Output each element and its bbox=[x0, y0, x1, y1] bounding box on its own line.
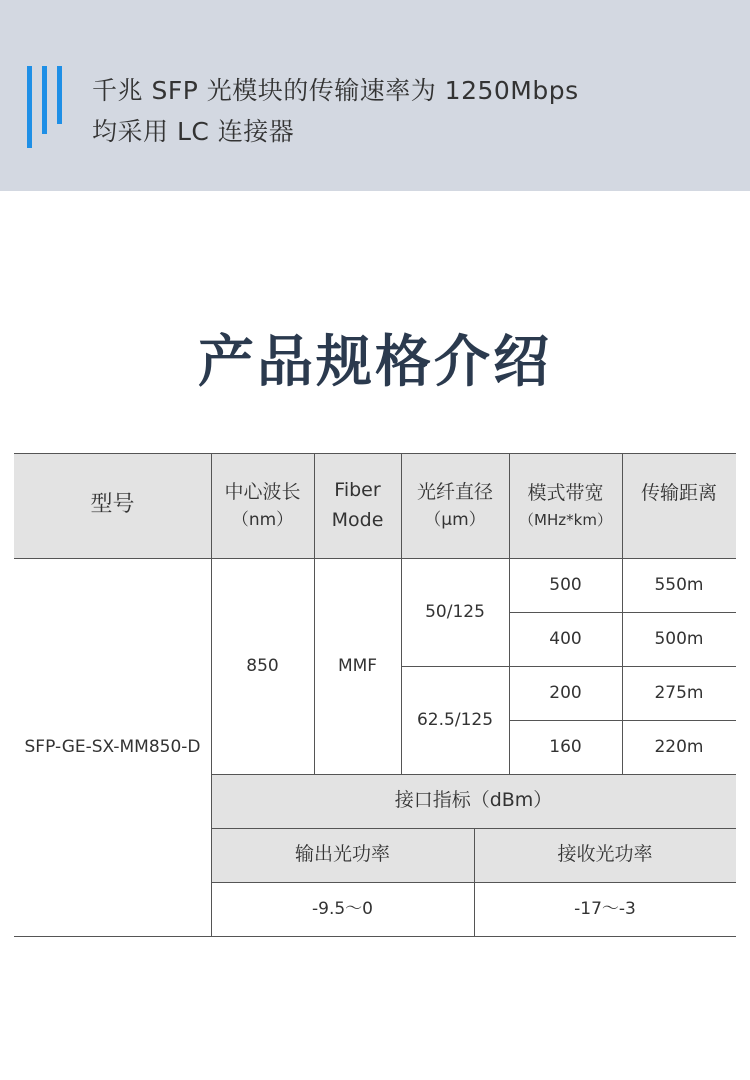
header-mode-label: Mode bbox=[331, 508, 384, 531]
bandwidth-value: 500 bbox=[549, 574, 582, 595]
bandwidth-cell bbox=[509, 720, 622, 774]
header-diameter-label: 光纤直径 bbox=[416, 480, 493, 503]
diameter-value: 62.5/125 bbox=[416, 709, 494, 730]
tx-power-header bbox=[211, 828, 474, 882]
table-border bbox=[622, 453, 623, 774]
table-border bbox=[211, 774, 736, 775]
page-title: 产品规格介绍 bbox=[198, 330, 552, 395]
table-border bbox=[14, 936, 736, 937]
table-border bbox=[211, 453, 212, 936]
header-bandwidth bbox=[509, 453, 622, 558]
bandwidth-value: 200 bbox=[549, 682, 582, 703]
fiber-mode-value: MMF bbox=[337, 655, 378, 676]
diameter-cell bbox=[401, 666, 509, 774]
distance-value: 220m bbox=[654, 736, 704, 757]
diameter-cell bbox=[401, 558, 509, 666]
distance-cell bbox=[622, 720, 736, 774]
bandwidth-cell bbox=[509, 558, 622, 612]
header-wavelength bbox=[211, 453, 314, 558]
rx-power-text: -17～-3 bbox=[574, 898, 636, 919]
table-border bbox=[314, 453, 315, 774]
tx-power-text: -9.5～0 bbox=[312, 898, 373, 919]
bandwidth-cell bbox=[509, 666, 622, 720]
table-border bbox=[14, 453, 736, 454]
header-fiber-label: Fiber bbox=[334, 479, 381, 502]
wavelength-value: 850 bbox=[246, 655, 279, 676]
wavelength-cell bbox=[211, 558, 314, 774]
header-bandwidth-unit: （MHz*km） bbox=[519, 510, 612, 529]
header-diameter-unit: （μm） bbox=[424, 510, 486, 531]
fiber-mode-cell bbox=[314, 558, 401, 774]
banner-text-line-2: 均采用 LC 连接器 bbox=[92, 117, 295, 146]
header-model-label: 型号 bbox=[90, 492, 135, 518]
header-fiber-mode bbox=[314, 453, 401, 558]
model-value: SFP-GE-SX-MM850-D bbox=[24, 736, 201, 757]
distance-value: 550m bbox=[654, 574, 704, 595]
interface-title bbox=[211, 774, 736, 828]
rx-power-label: 接收光功率 bbox=[557, 843, 653, 866]
table-border bbox=[474, 828, 475, 936]
table-border bbox=[401, 453, 402, 774]
tx-power-value bbox=[211, 882, 474, 936]
rx-power-header bbox=[474, 828, 736, 882]
header-bandwidth-label: 模式带宽 bbox=[527, 482, 604, 505]
header-wavelength-label: 中心波长 bbox=[224, 480, 301, 503]
table-border bbox=[401, 666, 736, 667]
bandwidth-cell bbox=[509, 612, 622, 666]
model-cell bbox=[14, 720, 211, 774]
header-distance bbox=[622, 453, 736, 558]
bandwidth-value: 160 bbox=[549, 736, 582, 757]
table-border bbox=[509, 453, 510, 774]
table-border bbox=[14, 558, 736, 559]
tx-power-label: 输出光功率 bbox=[294, 843, 390, 866]
distance-value: 275m bbox=[654, 682, 704, 703]
distance-cell bbox=[622, 666, 736, 720]
header-wavelength-unit: （nm） bbox=[231, 510, 294, 531]
bandwidth-value: 400 bbox=[549, 628, 582, 649]
header-distance-label: 传输距离 bbox=[640, 482, 717, 504]
distance-cell bbox=[622, 612, 736, 666]
distance-cell bbox=[622, 558, 736, 612]
banner-text-line-1: 千兆 SFP 光模块的传输速率为 1250Mbps bbox=[92, 76, 579, 105]
distance-value: 500m bbox=[654, 628, 704, 649]
diameter-value: 50/125 bbox=[425, 601, 485, 622]
interface-title-label: 接口指标（dBm） bbox=[394, 789, 553, 812]
rx-power-value bbox=[474, 882, 736, 936]
header-model bbox=[14, 453, 211, 558]
header-diameter bbox=[401, 453, 509, 558]
